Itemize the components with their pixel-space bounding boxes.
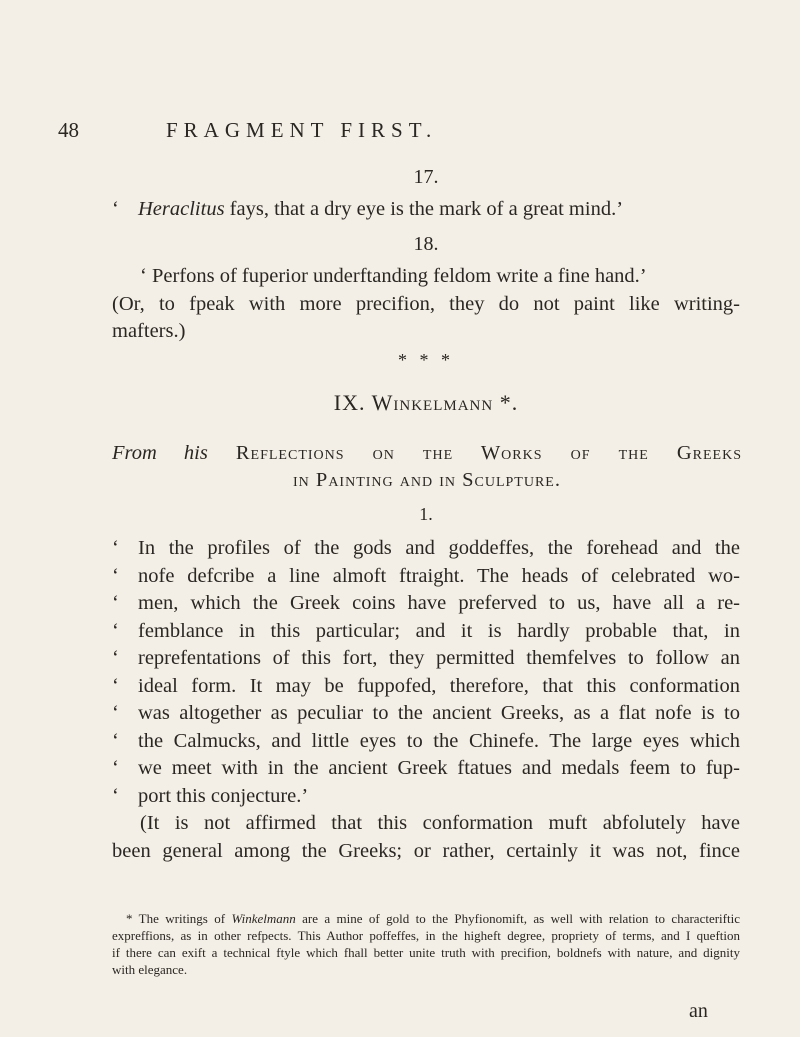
footnote-text: are a mine of gold to the Phyfionomift, as well with relation to characteriftic [295,911,740,926]
aphorism-17-text: fays, that a dry eye is the mark of a great mind.’ [224,198,624,220]
aphorism-18-line: mafters.) [112,320,186,342]
source-title-line-1: Reflections on the Works of the Greeks [207,442,743,464]
footnote-line: expreffions, as in other refpects. This Author poffeffes, in the higheft degree, propriety of terms, and I queftion [112,928,740,943]
section-number-1: 1. [419,504,433,524]
aphorism-17 [112,196,740,224]
footnote-text: The writings of [132,911,232,926]
name-heraclitus: Heraclitus [138,198,225,220]
comment-line: (It is not affirmed that this conformation muft abfolutely have [140,812,740,834]
quotation-1-line: we meet with in the ancient Greek ftatues and medals feem to fup- [138,757,740,779]
quotation-1-line: port this conjecture.’ [138,784,309,807]
source-title-line-2: in Painting and in Sculpture. [293,469,561,491]
aphorism-18 [112,263,740,346]
aphorism-18-line: (Or, to fpeak with more precifion, they do not paint like writing- [112,292,740,315]
quotation-1-line: men, which the Greek coins have preferved to us, have all a re- [138,592,740,614]
quote-mark: ‘ [112,674,119,697]
page-number: 48 [58,118,79,142]
section-number-18: 18. [413,233,439,255]
quote-mark: ‘ [112,729,119,752]
catchword: an [689,1000,708,1022]
footnote-name: Winkelmann [231,911,296,926]
chapter-heading [112,390,740,416]
footnote-line: with elegance. [112,962,188,977]
section-stars: * * * [398,350,454,370]
chapter-heading-text: IX. Winkelmann *. [333,390,519,415]
quotation-1-line: the Calmucks, and little eyes to the Chinefe. The large eyes which [138,729,740,752]
quote-mark: ‘ [112,592,119,614]
quotation-1-line: ideal form. It may be fuppofed, therefore, that this conformation [138,674,740,697]
section-number-17: 17. [413,166,439,188]
quote-mark: ‘ [112,757,119,779]
source-title [112,440,742,494]
quotation-1-line: In the profiles of the gods and goddeffes, the forehead and the [138,537,740,559]
quote-mark: ‘ [112,564,119,587]
quotation-1-line: femblance in this particular; and it is hardly probable that, in [138,619,740,642]
quote-mark: ‘ [112,619,119,642]
quote-mark: ‘ [112,198,119,220]
comment-line: been general among the Greeks; or rather, certainly it was not, fince [112,839,740,862]
quote-mark: ‘ [112,537,119,559]
running-title: FRAGMENT FIRST. [166,118,438,142]
quotation-1-line: reprefentations of this fort, they permitted themfelves to follow an [138,647,740,669]
quotation-1 [112,535,740,865]
footnote-mark: * [126,911,133,926]
page-header [58,118,740,148]
aphorism-18-line: ‘ Perfons of fuperior underftanding feldom write a fine hand.’ [140,265,647,287]
quote-mark: ‘ [112,647,119,669]
quote-mark: ‘ [112,702,119,724]
footnote [112,910,740,978]
quotation-1-line: nofe defcribe a line almoft ftraight. The heads of celebrated wo- [138,564,740,587]
quotation-1-line: was altogether as peculiar to the ancient Greeks, as a flat nofe is to [138,702,740,724]
from-his: From his [112,442,208,464]
quote-mark: ‘ [112,784,119,807]
footnote-line: if there can exift a technical ftyle which fhall better unite truth with precifion, boldnefs with nature, and dignity [112,945,740,960]
